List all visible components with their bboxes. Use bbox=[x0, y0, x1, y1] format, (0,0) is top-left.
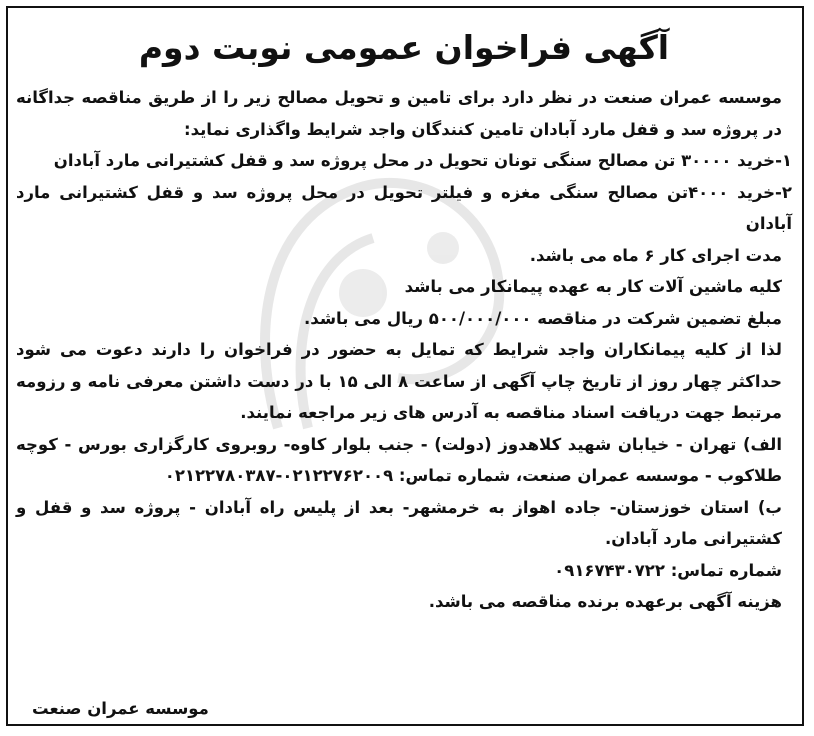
contact-label: شماره تماس: bbox=[670, 560, 782, 580]
contact-phone: ۰۹۱۶۷۴۳۰۷۲۲ bbox=[554, 560, 665, 580]
signature: موسسه عمران صنعت bbox=[32, 699, 209, 718]
address-a bbox=[16, 429, 792, 492]
item-1: ۱-خرید ۳۰۰۰۰ تن مصالح سنگی تونان تحویل در محل پروژه سد و قفل کشتیرانی مارد آبادان bbox=[53, 151, 792, 170]
notice-frame bbox=[6, 6, 804, 726]
footer-row bbox=[16, 586, 792, 618]
intro-paragraph: موسسه عمران صنعت در نظر دارد برای تامین و تحویل مصالح زیر را از طریق مناقصه جداگانه در پروژه سد و قفل مارد آبادان تامین کنندگان واجد شرایط واگذاری نماید: bbox=[16, 88, 782, 139]
fee-line: هزینه آگهی برعهده برنده مناقصه می باشد. bbox=[428, 592, 782, 611]
address-a-phones: ۰۲۱۲۲۷۸۰۳۸۷-۰۲۱۲۲۷۶۲۰۰۹ bbox=[164, 466, 394, 485]
invitation-paragraph: لذا از کلیه پیمانکاران واجد شرایط که تمایل به حضور در فراخوان را دارند دعوت می شود حداکثر چهار روز از تاریخ چاپ آگهی از ساعت ۸ الی ۱۵ با در دست داشتن معرفی نامه و رزومه مرتبط جهت دریافت اسناد مناقصه به آدرس های زیر مراجعه نمایند. bbox=[16, 340, 782, 422]
guarantee-line: مبلغ تضمین شرکت در مناقصه ۵۰۰/۰۰۰/۰۰۰ ریال می باشد. bbox=[304, 308, 782, 328]
machinery-line: کلیه ماشین آلات کار به عهده پیمانکار می باشد bbox=[404, 277, 782, 296]
notice-content bbox=[16, 8, 792, 618]
address-a-text: الف) تهران - خیابان شهید کلاهدوز (دولت) - جنب بلوار کاوه- روبروی کارگزاری بورس - کوچه طلاکوب - موسسه عمران صنعت، شماره تماس: bbox=[16, 434, 782, 485]
item-2: ۲-خرید ۴۰۰۰تن مصالح سنگی مغزه و فیلتر تحویل در محل پروژه سد و قفل کشتیرانی مارد آبادان bbox=[16, 182, 792, 233]
duration-line: مدت اجرای کار ۶ ماه می باشد. bbox=[529, 245, 782, 265]
contact-line bbox=[16, 555, 792, 587]
address-b: ب) استان خوزستان- جاده اهواز به خرمشهر- بعد از پلیس راه آبادان - پروژه سد و قفل و کشتیرانی مارد آبادان. bbox=[16, 497, 782, 548]
notice-title: آگهی فراخوان عمومی نوبت دوم bbox=[138, 28, 670, 67]
